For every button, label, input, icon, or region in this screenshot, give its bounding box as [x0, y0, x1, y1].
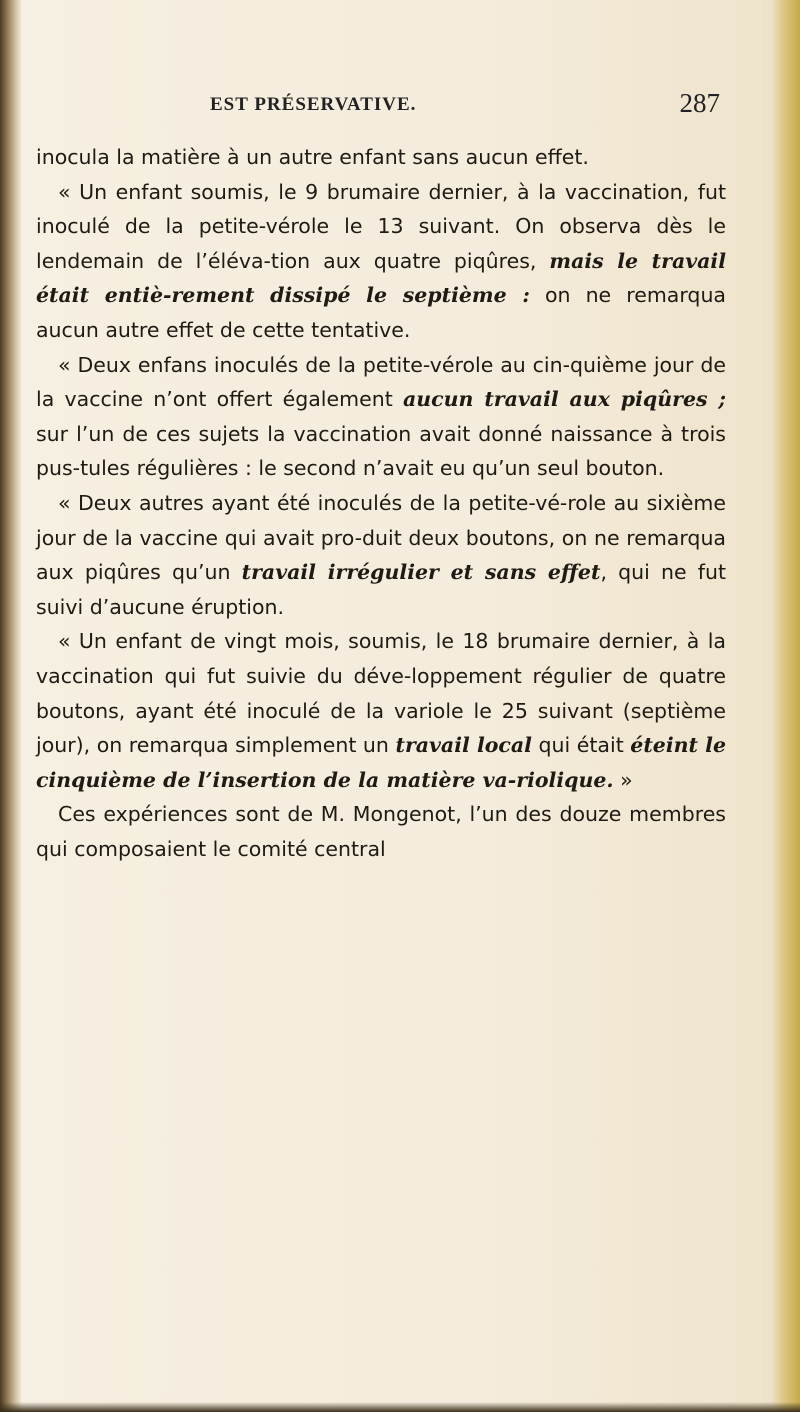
- body-text: [36, 140, 726, 866]
- text-segment: inocula la matière à un autre enfant sans aucun effet.: [36, 145, 589, 169]
- italic-segment: travail irrégulier et sans effet: [241, 560, 601, 585]
- text-segment: sur l’un de ces sujets la vaccination avait donné naissance à trois pus-tules régulières : le second n’avait eu qu’un seul bouton.: [36, 421, 726, 481]
- text-segment: on ne remarqua aucun autre effet de cette tentative.: [36, 283, 726, 342]
- paragraph: [36, 624, 726, 797]
- text-segment: « Deux autres ayant été inoculés de la petite-vé-role au sixième jour de la vaccine qui avait pro-duit deux boutons, on ne remarqua aux piqûres qu’un: [36, 490, 726, 585]
- page-header: [210, 88, 720, 128]
- page-bottom-edge: [0, 1402, 800, 1412]
- page-edge: [772, 0, 800, 1412]
- italic-segment: mais le travail était entiè-rement dissipé le septième :: [36, 248, 726, 308]
- paragraph: [36, 140, 726, 175]
- running-title: EST PRÉSERVATIVE.: [210, 94, 417, 115]
- text-segment: , qui ne fut suivi d’aucune éruption.: [36, 560, 726, 619]
- italic-segment: travail local: [395, 733, 532, 758]
- text-segment: « Un enfant de vingt mois, soumis, le 18 brumaire dernier, à la vaccination qui fut suivie du déve-loppement régulier de quatre boutons, ayant été inoculé de la variole le 25 suivant (septième jour), on remarqua simplement un: [36, 629, 726, 758]
- paragraph: [36, 486, 726, 624]
- text-segment: »: [613, 767, 633, 792]
- text-segment: Ces expériences sont de M. Mongenot, l’un des douze membres qui composaient le comité central: [36, 802, 726, 861]
- italic-segment: éteint le cinquième de l’insertion de la matière va-riolique.: [36, 733, 726, 792]
- page-number: 287: [679, 88, 720, 118]
- text-segment: « Un enfant soumis, le 9 brumaire dernier, à la vaccination, fut inoculé de la petite-vérole le 13 suivant. On observa dès le lendemain de l’éléva-tion aux quatre piqûres,: [36, 179, 726, 273]
- italic-segment: aucun travail aux piqûres ;: [402, 387, 726, 412]
- paragraph: [36, 348, 726, 486]
- paragraph: [36, 797, 726, 866]
- gutter-shadow: [0, 0, 22, 1412]
- paragraph: [36, 175, 726, 348]
- text-segment: qui était: [531, 733, 631, 758]
- text-segment: « Deux enfans inoculés de la petite-vérole au cin-quième jour de la vaccine n’ont offert également: [36, 352, 726, 412]
